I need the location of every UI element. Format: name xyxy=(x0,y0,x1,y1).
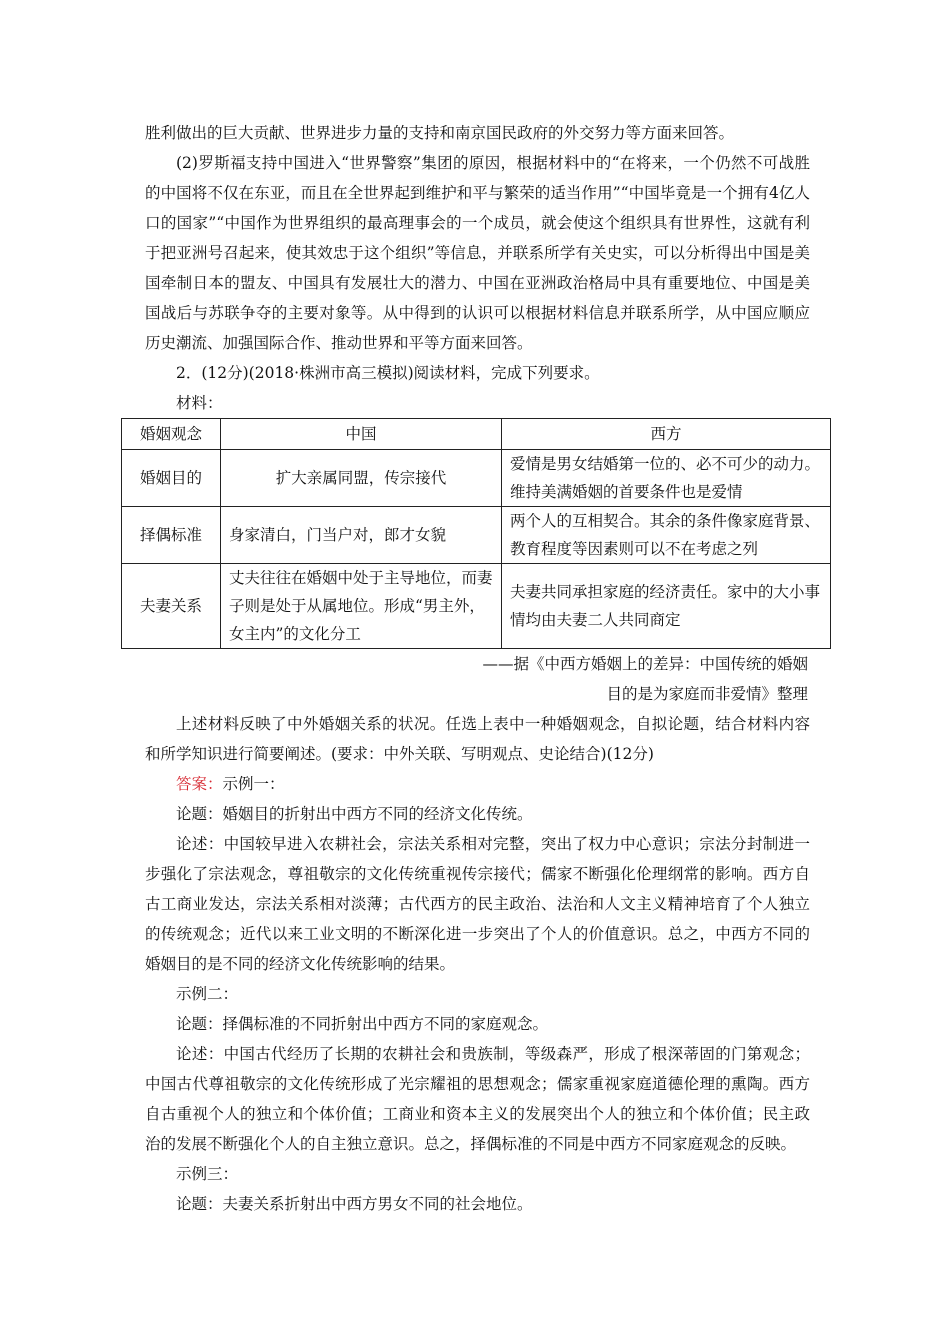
table-cell-china: 身家清白，门当户对，郎才女貌 xyxy=(221,507,502,564)
answer-intro xyxy=(145,769,810,799)
example-2-topic: 论题：择偶标准的不同折射出中西方不同的家庭观念。 xyxy=(176,1015,549,1033)
table-header-row xyxy=(122,419,831,450)
table-row xyxy=(122,507,831,564)
question-requirement: 上述材料反映了中外婚姻关系的状况。任选上表中一种婚姻观念，自拟论题，结合材料内容和所学知识进行简要阐述。(要求：中外关联、写明观点、史论结合)(12分) xyxy=(145,715,810,763)
paragraph-analysis-2: (2)罗斯福支持中国进入“世界警察”集团的原因，根据材料中的“在将来，一个仍然不可战胜的中国将不仅在东亚，而且在全世界起到维护和平与繁荣的适当作用”“中国毕竟是一个拥有4亿人口的国家”“中国作为世界组织的最高理事会的一个成员，就会使这个组织具有世界性，这就有利于把亚洲号召起来，使其效忠于这个组织”等信息，并联系所学有关史实，可以分析得出中国是美国牵制日本的盟友、中国具有发展壮大的潜力、中国在亚洲政治格局中具有重要地位、中国是美国战后与苏联争夺的主要对象等。从中得到的认识可以根据材料信息并联系所学，从中国应顺应历史潮流、加强国际合作、推动世界和平等方面来回答。 xyxy=(145,154,810,352)
table-row xyxy=(122,450,831,507)
marriage-comparison-table xyxy=(121,418,831,649)
example-1-argument: 论述：中国较早进入农耕社会，宗法关系相对完整，突出了权力中心意识；宗法分封制进一步强化了宗法观念，尊祖敬宗的文化传统重视传宗接代；儒家不断强化伦理纲常的影响。西方自古工商业发达，宗法关系相对淡薄；古代西方的民主政治、法治和人文主义精神培育了个人独立的传统观念；近代以来工业文明的不断深化进一步突出了个人的价值意识。总之，中西方不同的婚姻目的是不同的经济文化传统影响的结果。 xyxy=(145,835,810,973)
table-row xyxy=(122,564,831,649)
paragraph-continuation: 胜利做出的巨大贡献、世界进步力量的支持和南京国民政府的外交努力等方面来回答。 xyxy=(145,124,735,142)
table-cell-concept: 夫妻关系 xyxy=(122,564,221,649)
example-2-argument: 论述：中国古代经历了长期的农耕社会和贵族制，等级森严，形成了根深蒂固的门第观念；中国古代尊祖敬宗的文化传统形成了光宗耀祖的思想观念；儒家重视家庭道德伦理的熏陶。西方自古重视个人的独立和个体价值；工商业和资本主义的发展突出个人的独立和个体价值；民主政治的发展不断强化个人的自主独立意识。总之，择偶标准的不同是中西方不同家庭观念的反映。 xyxy=(145,1045,810,1153)
table-cell-china: 丈夫往往在婚姻中处于主导地位，而妻子则是处于从属地位。形成“男主外，女主内”的文化分工 xyxy=(221,564,502,649)
example-1-topic: 论题：婚姻目的折射出中西方不同的经济文化传统。 xyxy=(176,805,533,823)
table-header-cell: 中国 xyxy=(221,419,502,450)
table-cell-china: 扩大亲属同盟，传宗接代 xyxy=(221,450,502,507)
example-1-heading: 示例一： xyxy=(222,775,285,793)
table-cell-west: 夫妻共同承担家庭的经济责任。家中的大小事情均由夫妻二人共同商定 xyxy=(502,564,831,649)
answer-label: 答案： xyxy=(176,775,223,793)
table-header-cell: 婚姻观念 xyxy=(122,419,221,450)
source-line-2: 目的是为家庭而非爱情》整理 xyxy=(606,685,808,703)
example-2-heading: 示例二： xyxy=(176,985,239,1003)
example-3-topic: 论题：夫妻关系折射出中西方男女不同的社会地位。 xyxy=(176,1195,533,1213)
question-2-stem: 2．(12分)(2018·株洲市高三模拟)阅读材料，完成下列要求。 xyxy=(176,364,600,382)
material-label: 材料： xyxy=(176,394,223,412)
example-3-heading: 示例三： xyxy=(176,1165,239,1183)
table-cell-west: 爱情是男女结婚第一位的、必不可少的动力。维持美满婚姻的首要条件也是爱情 xyxy=(502,450,831,507)
source-line-1: ——据《中西方婚姻上的差异：中国传统的婚姻 xyxy=(482,655,808,673)
table-header-cell: 西方 xyxy=(502,419,831,450)
table-cell-concept: 婚姻目的 xyxy=(122,450,221,507)
material-source xyxy=(145,649,810,709)
table-cell-west: 两个人的互相契合。其余的条件像家庭背景、教育程度等因素则可以不在考虑之列 xyxy=(502,507,831,564)
document-page xyxy=(139,118,821,1219)
table-cell-concept: 择偶标准 xyxy=(122,507,221,564)
